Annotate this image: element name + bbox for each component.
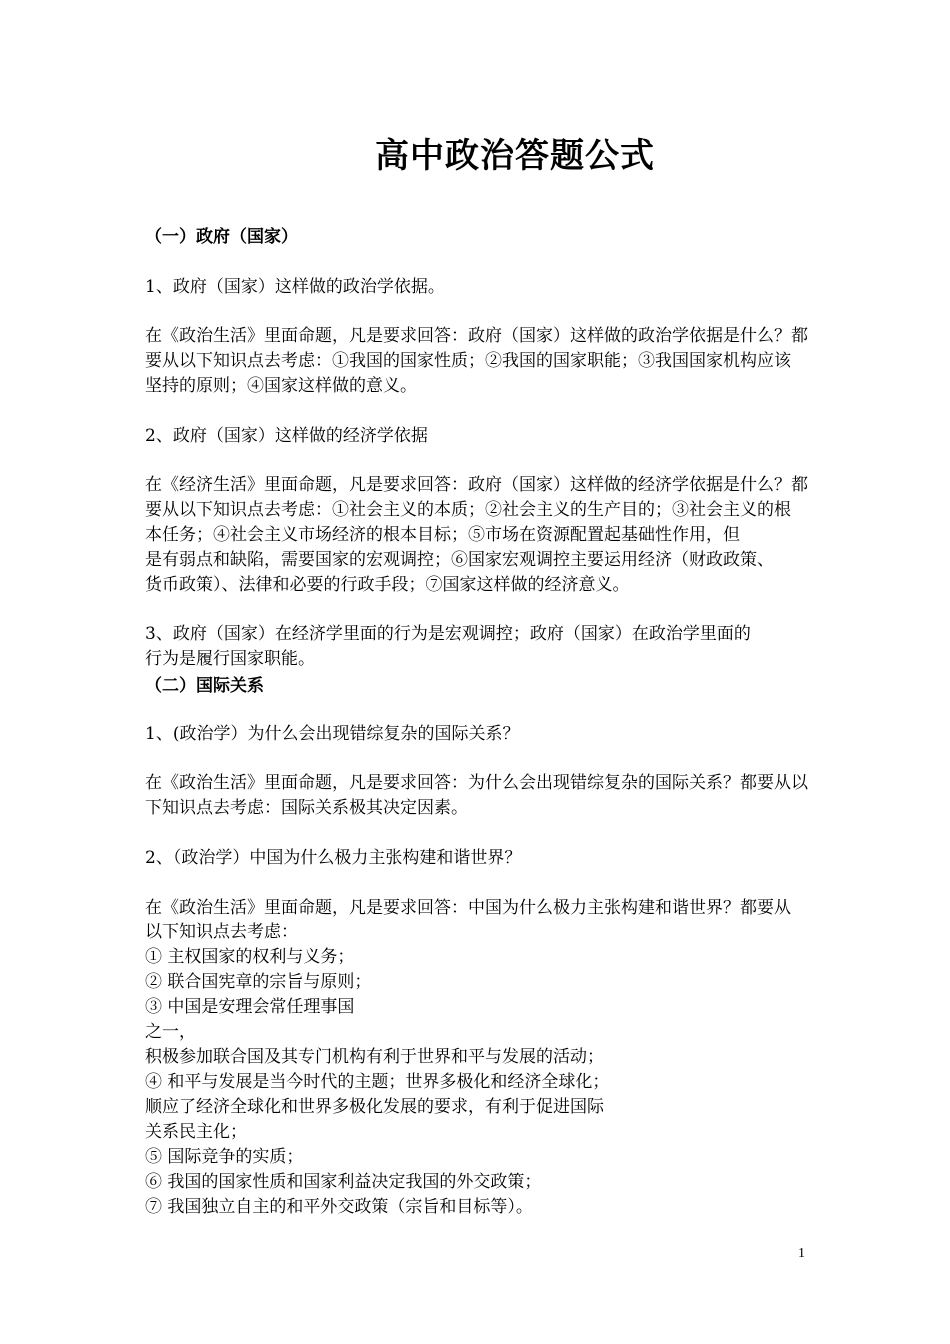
question-heading: 2、政府（国家）这样做的经济学依据 xyxy=(145,426,428,446)
question-heading: 1、政府（国家）这样做的政治学依据。 xyxy=(145,277,445,297)
list-item: ④ 和平与发展是当今时代的主题；世界多极化和经济全球化； xyxy=(145,1072,610,1092)
question-heading: 2、（政治学）中国为什么极力主张构建和谐世界？ xyxy=(145,848,522,868)
paragraph-line: 是有弱点和缺陷，需要国家的宏观调控；⑥国家宏观调控主要运用经济（财政政策、 xyxy=(145,550,774,570)
list-item: ① 主权国家的权利与义务； xyxy=(145,947,355,967)
list-item: ② 联合国宪章的宗旨与原则； xyxy=(145,972,372,992)
section-heading-government: （一）政府（国家） xyxy=(145,227,298,247)
paragraph-line: 在《政治生活》里面命题，凡是要求回答：为什么会出现错综复杂的国际关系？都要从以 xyxy=(145,773,808,793)
list-item: 关系民主化； xyxy=(145,1122,247,1142)
paragraph-line: 行为是履行国家职能。 xyxy=(145,649,315,669)
paragraph-line: 在《政治生活》里面命题，凡是要求回答：中国为什么极力主张构建和谐世界？都要从 xyxy=(145,898,791,918)
paragraph-line: 以下知识点去考虑： xyxy=(145,922,298,942)
paragraph-line: 要从以下知识点去考虑：①我国的国家性质；②我国的国家职能；③我国国家机构应该 xyxy=(145,351,791,371)
paragraph-line: 在《经济生活》里面命题，凡是要求回答：政府（国家）这样做的经济学依据是什么？都 xyxy=(145,475,808,495)
paragraph-line: 3、政府（国家）在经济学里面的行为是宏观调控；政府（国家）在政治学里面的 xyxy=(145,624,751,644)
paragraph-line: 本任务；④社会主义市场经济的根本目标；⑤市场在资源配置起基础性作用，但 xyxy=(145,525,740,545)
paragraph-line: 下知识点去考虑：国际关系极其决定因素。 xyxy=(145,798,468,818)
document-title: 高中政治答题公式 xyxy=(375,136,655,176)
list-item: ⑦ 我国独立自主的和平外交政策（宗旨和目标等）。 xyxy=(145,1197,533,1217)
list-item: 之一， xyxy=(145,1022,196,1042)
question-heading: 1、(政治学）为什么会出现错综复杂的国际关系？ xyxy=(145,724,520,744)
paragraph-line: 在《政治生活》里面命题，凡是要求回答：政府（国家）这样做的政治学依据是什么？都 xyxy=(145,326,808,346)
section-heading-international: （二）国际关系 xyxy=(145,676,264,696)
list-item: 积极参加联合国及其专门机构有利于世界和平与发展的活动； xyxy=(145,1047,604,1067)
page-number: 1 xyxy=(798,1246,805,1261)
list-item: 顺应了经济全球化和世界多极化发展的要求，有利于促进国际 xyxy=(145,1097,604,1117)
paragraph-line: 坚持的原则；④国家这样做的意义。 xyxy=(145,376,417,396)
list-item: ⑤ 国际竞争的实质； xyxy=(145,1147,304,1167)
paragraph-line: 要从以下知识点去考虑：①社会主义的本质；②社会主义的生产目的；③社会主义的根 xyxy=(145,500,791,520)
list-item: ③ 中国是安理会常任理事国 xyxy=(145,997,355,1017)
paragraph-line: 货币政策）、法律和必要的行政手段；⑦国家这样做的经济意义。 xyxy=(145,575,630,595)
list-item: ⑥ 我国的国家性质和国家利益决定我国的外交政策； xyxy=(145,1172,542,1192)
